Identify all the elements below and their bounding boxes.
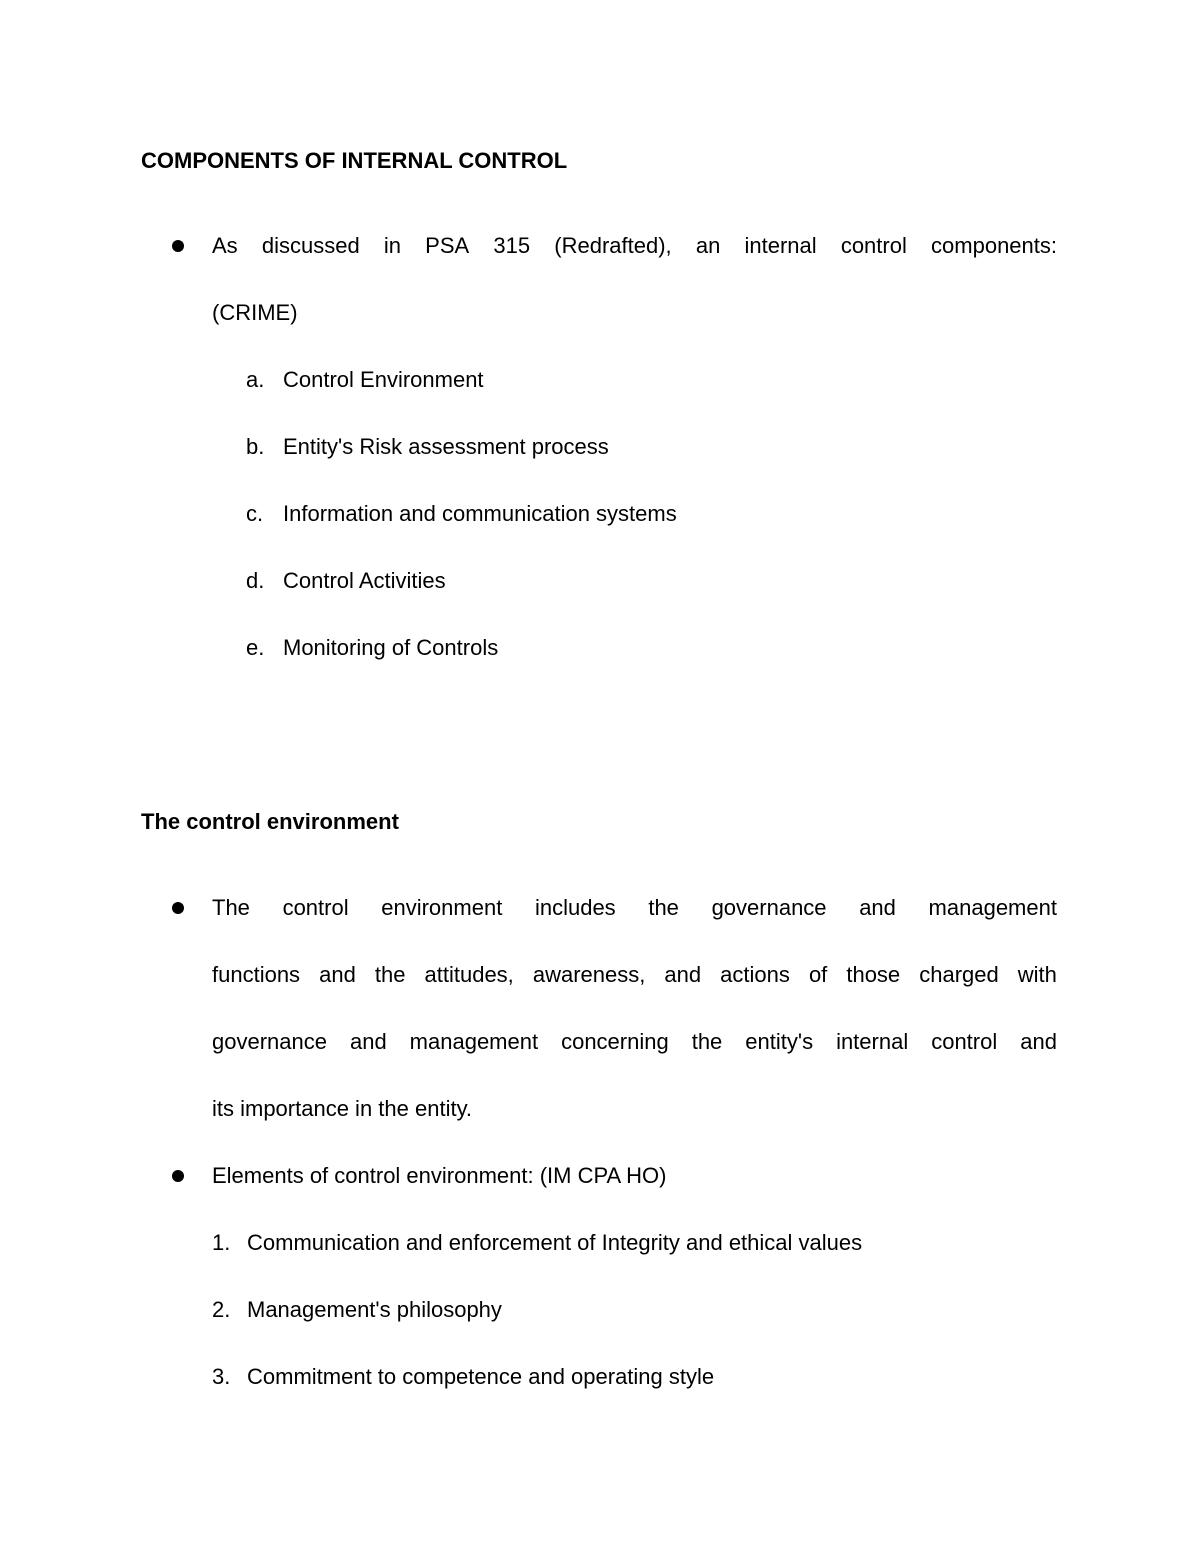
list-item: Monitoring of Controls [283, 635, 499, 660]
paragraph-line-2 [212, 960, 1057, 990]
word: and [664, 962, 702, 987]
list-marker: e. [246, 635, 265, 660]
word: governance [212, 1029, 327, 1054]
list-item: Control Environment [283, 367, 484, 392]
section-heading-control-environment: The control environment [141, 809, 399, 834]
word: of [808, 962, 828, 987]
word: the [648, 895, 679, 920]
word: environment [381, 895, 503, 920]
word: internal [744, 233, 817, 258]
list-item: Information and communication systems [283, 501, 677, 526]
bullet-icon [172, 240, 184, 252]
list-marker: b. [246, 434, 265, 459]
list-item: Management's philosophy [247, 1297, 502, 1322]
word: and [859, 895, 896, 920]
word: with [1017, 962, 1057, 987]
section-heading-components: COMPONENTS OF INTERNAL CONTROL [141, 148, 568, 173]
paragraph-line-1 [212, 231, 1057, 261]
list-marker: d. [246, 568, 265, 593]
word: As [212, 233, 238, 258]
word: discussed [261, 233, 360, 258]
bullet-icon [172, 1170, 184, 1182]
word: 315 [493, 233, 531, 258]
paragraph-line-1: Elements of control environment: (IM CPA HO) [212, 1163, 667, 1188]
list-marker: 2. [212, 1297, 231, 1322]
word: control [840, 233, 907, 258]
word: and [349, 1029, 387, 1054]
word: internal [836, 1029, 909, 1054]
word: (Redrafted), [554, 233, 672, 258]
list-marker: c. [246, 501, 264, 526]
word: and [319, 962, 356, 987]
word: attitudes, [424, 962, 514, 987]
list-marker: a. [246, 367, 265, 392]
paragraph-line-2: (CRIME) [212, 300, 298, 325]
list-marker: 3. [212, 1364, 231, 1389]
word: components: [931, 233, 1057, 258]
word: and [1020, 1029, 1057, 1054]
word: control [282, 895, 349, 920]
word: in [383, 233, 401, 258]
list-item: Communication and enforcement of Integrity and ethical values [247, 1230, 863, 1255]
word: PSA [425, 233, 470, 258]
word: entity's [745, 1029, 814, 1054]
word: actions [720, 962, 790, 987]
word: control [931, 1029, 998, 1054]
word: concerning [561, 1029, 669, 1054]
word: management [409, 1029, 539, 1054]
paragraph-line-3 [212, 1027, 1057, 1057]
list-item: Commitment to competence and operating style [247, 1364, 715, 1389]
word: includes [534, 895, 616, 920]
word: functions [212, 962, 301, 987]
paragraph-line-1 [212, 893, 1057, 923]
word: The [212, 895, 250, 920]
word: an [695, 233, 721, 258]
word: those [846, 962, 901, 987]
list-item: Entity's Risk assessment process [283, 434, 609, 459]
word: management [928, 895, 1057, 920]
word: awareness, [532, 962, 646, 987]
paragraph-line-4: its importance in the entity. [212, 1096, 473, 1121]
list-item: Control Activities [283, 568, 446, 593]
word: the [374, 962, 406, 987]
list-marker: 1. [212, 1230, 231, 1255]
word: charged [919, 962, 999, 987]
bullet-icon [172, 902, 184, 914]
word: governance [711, 895, 827, 920]
word: the [691, 1029, 723, 1054]
